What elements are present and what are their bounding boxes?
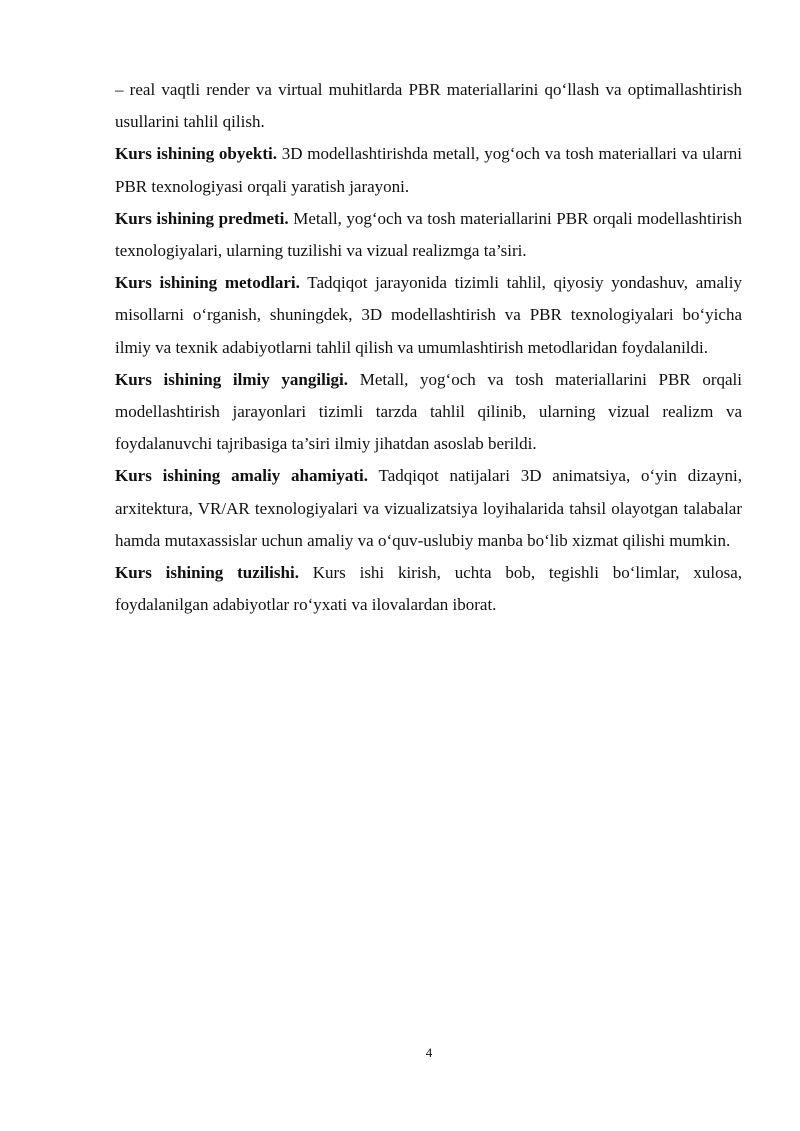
paragraph-label: Kurs ishining predmeti.: [115, 208, 289, 228]
paragraph-label: Kurs ishining obyekti.: [115, 144, 278, 164]
paragraph-subject: [115, 203, 742, 267]
page-content: [115, 74, 742, 621]
paragraph-structure: [115, 557, 742, 621]
paragraph-novelty: [115, 364, 742, 461]
paragraph-label: Kurs ishining metodlari.: [115, 273, 300, 293]
paragraph-text: Tadqiqot natijalari 3D animatsiya, o‘yin dizayni, arxitektura, VR/AR texnologiyalari va vizualizatsiya loyihalarida tahsil olayotgan talabalar hamda mutaxassislar uchun amaliy va o‘quv-uslubiy manba bo‘lib xizmat qilishi mumkin.: [115, 466, 742, 550]
paragraph-text: Metall, yog‘och va tosh materiallarini PBR orqali modellashtirish texnologiyalari, ularning tuzilishi va vizual realizmga ta’siri.: [115, 208, 742, 261]
paragraph-task-continuation: [115, 74, 742, 138]
paragraph-object: [115, 138, 742, 202]
paragraph-label: Kurs ishining amaliy ahamiyati.: [115, 466, 368, 486]
paragraph-label: Kurs ishining tuzilishi.: [115, 563, 299, 583]
paragraph-text: Metall, yog‘och va tosh materiallarini PBR orqali modellashtirish jarayonlari tizimli tarzda tahlil qilinib, ularning vizual realizm va foydalanuvchi tajribasiga ta’siri ilmiy jihatdan asoslab berildi.: [115, 369, 742, 454]
paragraph-text: Kurs ishi kirish, uchta bob, tegishli bo‘limlar, xulosa, foydalanilgan adabiyotlar ro‘yxati va ilovalardan iborat.: [115, 563, 742, 615]
paragraph-text: 3D modellashtirishda metall, yog‘och va tosh materiallari va ularni PBR texnologiyasi orqali yaratish jarayoni.: [115, 144, 742, 196]
paragraph-text: Tadqiqot jarayonida tizimli tahlil, qiyosiy yondashuv, amaliy misollarni o‘rganish, shuningdek, 3D modellashtirish va PBR texnologiyalari bo‘yicha ilmiy va texnik adabiyotlarni tahlil qilish va umumlashtirish metodlaridan foydalanildi.: [115, 273, 743, 357]
paragraph-methods: [115, 267, 742, 364]
paragraph-practical-value: [115, 460, 742, 557]
paragraph-text: – real vaqtli render va virtual muhitlarda PBR materiallarini qo‘llash va optimallashtirish usullarini tahlil qilish.: [115, 80, 742, 132]
page-number: 4: [425, 1045, 433, 1060]
paragraph-label: Kurs ishining ilmiy yangiligi.: [115, 369, 349, 389]
